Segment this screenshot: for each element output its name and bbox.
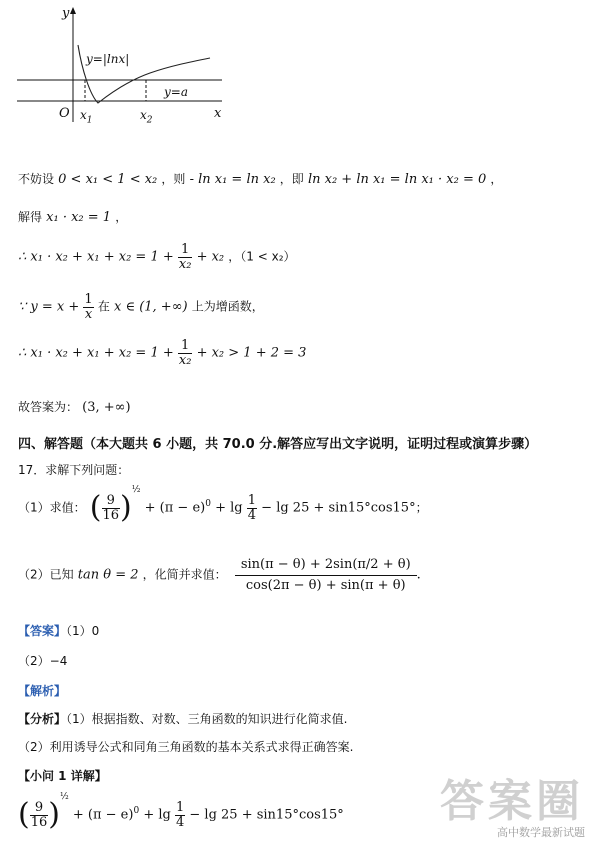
curve-label: y=|lnx| bbox=[86, 52, 130, 66]
line-2 bbox=[18, 208, 127, 225]
line-2-prefix: 解得 bbox=[18, 210, 43, 224]
q17-stem: 17．求解下列问题： bbox=[18, 463, 130, 477]
line-3-cond: ，（1 < x₂） bbox=[228, 249, 296, 264]
fenxi-label: 【分析】 bbox=[18, 712, 67, 726]
line-2-math: x₁ · x₂ = 1 bbox=[46, 210, 112, 225]
line-3-right: + x₂ bbox=[196, 249, 225, 265]
x2-label: $x_2$ bbox=[140, 108, 153, 126]
x-axis-label: x bbox=[214, 106, 222, 121]
line-5-fraction: $\frac{1}{\text{x₂}}$ bbox=[178, 338, 192, 368]
answer-2: （2）−4 bbox=[18, 654, 68, 668]
line-3 bbox=[18, 243, 296, 271]
y-axis-label: y bbox=[62, 6, 70, 21]
answer-1: （1）0 bbox=[66, 624, 100, 638]
line-2-end: ， bbox=[115, 210, 128, 224]
line-1-mid2: ，即 bbox=[279, 172, 304, 186]
q17-part1: （1）求值： ( $\frac{9}{16}$ )$^{\frac{1}{2}} + (\pi - e)^0 + \lg$ $\frac{1}{4}$ − lg 25 + sin15°cos15°； bbox=[18, 485, 428, 525]
line-1-math: 0 < x₁ < 1 < x₂ bbox=[58, 172, 158, 187]
answer-label: 【答案】 bbox=[18, 624, 67, 638]
line-5 bbox=[18, 339, 306, 367]
line-3-fraction: $\frac{1}{\text{x₂}}$ bbox=[178, 242, 192, 272]
line-4-fraction: $\frac{1}{x}$ bbox=[84, 292, 93, 322]
line-5-right: + x₂ > 1 + 2 = 3 bbox=[196, 345, 307, 361]
line-1-prefix: 不妨设 bbox=[18, 172, 55, 186]
section-title: 四、解答题（本大题共 6 小题，共 70.0 分.解答应写出文字说明，证明过程或演算步骤） bbox=[18, 437, 538, 452]
line-4 bbox=[18, 293, 264, 321]
q17-part1-rest-c: − lg 25 + sin15°cos15° bbox=[261, 500, 416, 516]
y-axis-arrow bbox=[70, 7, 76, 14]
detail-expression: ( $\frac{9}{16}$ )$^{\frac{1}{2}} + (\pi - e)^0 + \lg$ $\frac{1}{4}$ − lg 25 + sin15°cos15° bbox=[18, 792, 344, 832]
x1-label: $x_1$ bbox=[80, 108, 93, 126]
line-1 bbox=[18, 170, 502, 187]
q17-part2: （2）已知 tan θ = 2 ，化简并求值： $\frac{\sin(\pi - \theta) + 2\sin(\pi/2 + \theta)}{\cos(2\pi - \theta) + \sin(\pi + \theta)}$ . bbox=[18, 557, 421, 593]
q17-part1-exp: ½ bbox=[131, 485, 141, 496]
line-6-prefix: 故答案为： bbox=[18, 400, 79, 414]
q17-part1-rest-a: + (π − e) bbox=[144, 500, 206, 516]
detail-lg-frac: $\frac{1}{4}$ bbox=[175, 799, 185, 830]
line-4-end: 上为增函数， bbox=[191, 299, 264, 314]
fenxi-2: （2）利用诱导公式和同角三角函数的基本关系式求得正确答案. bbox=[18, 740, 354, 754]
q17-part1-lg-frac: $\frac{1}{4}$ bbox=[247, 492, 257, 523]
origin-label: O bbox=[59, 106, 70, 121]
q17-part2-mid: ，化简并求值： bbox=[142, 567, 227, 582]
q17-part2-prefix: （2）已知 bbox=[18, 567, 74, 582]
answer-block bbox=[18, 622, 99, 639]
fenxi-1: （1）根据指数、对数、三角函数的知识进行化简求值. bbox=[66, 712, 348, 726]
line-4-left: ∵ y = x + bbox=[18, 299, 80, 315]
sub1-label: 【小问 1 详解】 bbox=[18, 769, 107, 783]
line-1-math3: ln x₂ + ln x₁ = ln x₁ · x₂ = 0 bbox=[307, 172, 487, 187]
line-5-left: ∴ x₁ · x₂ + x₁ + x₂ = 1 + bbox=[18, 345, 174, 361]
analysis-label: 【解析】 bbox=[18, 684, 67, 698]
line-6 bbox=[18, 398, 131, 415]
line-3-left: ∴ x₁ · x₂ + x₁ + x₂ = 1 + bbox=[18, 249, 174, 265]
q17-part2-expression: $\frac{\sin(\pi - \theta) + 2\sin(\pi/2 + \theta)}{\cos(2\pi - \theta) + \sin(\pi + \theta)}$ bbox=[235, 558, 417, 592]
q17-part1-frac: $\frac{9}{16}$ bbox=[102, 492, 120, 523]
line-1-mid: ，则 bbox=[161, 172, 186, 186]
line-1-math2: - ln x₁ = ln x₂ bbox=[189, 172, 276, 187]
line-4-mid: 在 bbox=[97, 299, 110, 314]
q17-part1-rest-b: + lg bbox=[215, 500, 243, 516]
watermark-caption: 高中数学最新试题 bbox=[497, 826, 585, 839]
q17-part2-given: tan θ = 2 bbox=[77, 567, 139, 583]
line-1-end: ， bbox=[490, 172, 503, 186]
line-label: y=a bbox=[164, 85, 188, 99]
q17-part1-prefix: （1）求值： bbox=[18, 500, 86, 515]
fenxi-line bbox=[18, 710, 347, 727]
line-4-math: x ∈ (1, +∞) bbox=[113, 299, 188, 315]
watermark-logo: 答案圈 bbox=[440, 776, 584, 827]
line-6-math: (3, +∞) bbox=[82, 400, 131, 415]
detail-frac: $\frac{9}{16}$ bbox=[30, 799, 48, 830]
